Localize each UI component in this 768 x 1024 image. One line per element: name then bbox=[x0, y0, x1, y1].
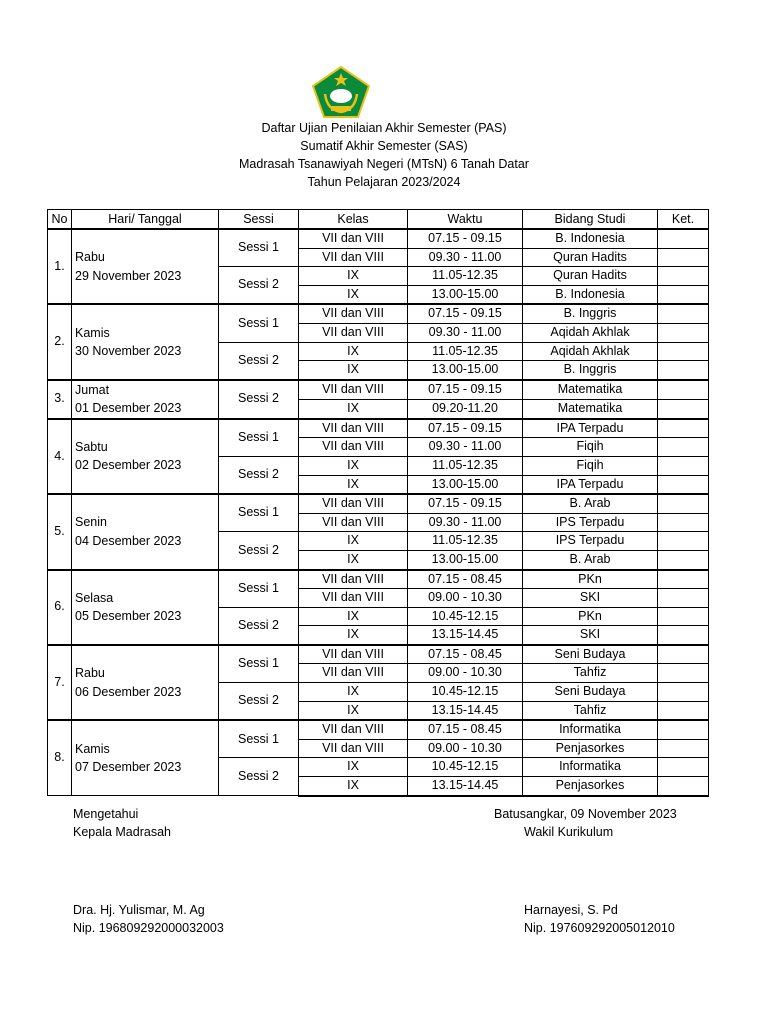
session-label: Sessi 2 bbox=[219, 456, 299, 494]
subject-cell: Seni Budaya bbox=[523, 683, 658, 702]
waktu-cell: 09.30 - 11.00 bbox=[408, 438, 523, 457]
subject-cell: B. Arab bbox=[523, 494, 658, 513]
subject-cell: B. Indonesia bbox=[523, 229, 658, 248]
subject-cell: IPS Terpadu bbox=[523, 532, 658, 551]
row-number: 2. bbox=[48, 304, 72, 379]
waktu-cell: 09.00 - 10.30 bbox=[408, 589, 523, 608]
ket-cell bbox=[658, 626, 709, 645]
row-number: 7. bbox=[48, 645, 72, 720]
kelas-cell: VII dan VIII bbox=[299, 304, 408, 323]
exam-date: 06 Desember 2023 bbox=[75, 684, 182, 699]
ket-cell bbox=[658, 758, 709, 777]
session-label: Sessi 1 bbox=[219, 645, 299, 683]
exam-date: 30 November 2023 bbox=[75, 344, 182, 359]
kelas-cell: VII dan VIII bbox=[299, 380, 408, 400]
kelas-cell: IX bbox=[299, 777, 408, 796]
exam-date: 07 Desember 2023 bbox=[75, 760, 182, 775]
waktu-cell: 07.15 - 08.45 bbox=[408, 720, 523, 739]
waktu-cell: 09.30 - 11.00 bbox=[408, 513, 523, 532]
header-line-1: Daftar Ujian Penilaian Akhir Semester (PAS) bbox=[261, 121, 507, 135]
subject-cell: PKn bbox=[523, 607, 658, 626]
ket-cell bbox=[658, 645, 709, 664]
waktu-cell: 13.00-15.00 bbox=[408, 475, 523, 494]
kelas-cell: VII dan VIII bbox=[299, 513, 408, 532]
subject-cell: IPA Terpadu bbox=[523, 475, 658, 494]
kelas-cell: IX bbox=[299, 607, 408, 626]
subject-cell: Aqidah Akhlak bbox=[523, 342, 658, 361]
sig-right-nip: Nip. 197609292005012010 bbox=[524, 921, 675, 935]
table-body bbox=[48, 229, 709, 796]
ket-cell bbox=[658, 532, 709, 551]
table-row bbox=[48, 380, 709, 400]
table-header-row bbox=[48, 210, 709, 230]
day-date-cell bbox=[72, 494, 219, 569]
column-header: Waktu bbox=[408, 210, 523, 230]
emblem-ribbon bbox=[331, 106, 351, 111]
kelas-cell: VII dan VIII bbox=[299, 589, 408, 608]
session-label: Sessi 1 bbox=[219, 570, 299, 608]
ket-cell bbox=[658, 494, 709, 513]
day-date-cell bbox=[72, 419, 219, 494]
subject-cell: Tahfiz bbox=[523, 664, 658, 683]
waktu-cell: 09.30 - 11.00 bbox=[408, 323, 523, 342]
ket-cell bbox=[658, 589, 709, 608]
subject-cell: Penjasorkes bbox=[523, 739, 658, 758]
day-date-cell bbox=[72, 304, 219, 379]
subject-cell: B. Indonesia bbox=[523, 285, 658, 304]
subject-cell: Matematika bbox=[523, 399, 658, 419]
waktu-cell: 10.45-12.15 bbox=[408, 683, 523, 702]
ket-cell bbox=[658, 438, 709, 457]
day-name: Senin bbox=[75, 515, 107, 530]
kelas-cell: VII dan VIII bbox=[299, 720, 408, 739]
waktu-cell: 13.00-15.00 bbox=[408, 550, 523, 569]
subject-cell: Aqidah Akhlak bbox=[523, 323, 658, 342]
header-line-4: Tahun Pelajaran 2023/2024 bbox=[307, 175, 461, 189]
column-header: Ket. bbox=[658, 210, 709, 230]
sig-right-line1: Batusangkar, 09 November 2023 bbox=[494, 807, 677, 821]
sig-left-name: Dra. Hj. Yulismar, M. Ag bbox=[73, 903, 205, 917]
kelas-cell: IX bbox=[299, 683, 408, 702]
waktu-cell: 13.15-14.45 bbox=[408, 626, 523, 645]
session-label: Sessi 1 bbox=[219, 304, 299, 342]
kelas-cell: IX bbox=[299, 342, 408, 361]
ket-cell bbox=[658, 323, 709, 342]
subject-cell: B. Inggris bbox=[523, 304, 658, 323]
day-name: Rabu bbox=[75, 666, 105, 681]
column-header: Bidang Studi bbox=[523, 210, 658, 230]
subject-cell: Seni Budaya bbox=[523, 645, 658, 664]
table-row bbox=[48, 419, 709, 438]
subject-cell: B. Arab bbox=[523, 550, 658, 569]
row-number: 5. bbox=[48, 494, 72, 569]
kelas-cell: IX bbox=[299, 532, 408, 551]
ket-cell bbox=[658, 248, 709, 267]
waktu-cell: 13.00-15.00 bbox=[408, 285, 523, 304]
day-name: Jumat bbox=[75, 382, 110, 397]
ket-cell bbox=[658, 419, 709, 438]
subject-cell: Tahfiz bbox=[523, 701, 658, 720]
day-date-cell bbox=[72, 229, 219, 304]
header-line-3: Madrasah Tsanawiyah Negeri (MTsN) 6 Tanah Datar bbox=[239, 157, 529, 171]
day-name: Rabu bbox=[75, 250, 105, 265]
ket-cell bbox=[658, 513, 709, 532]
kelas-cell: VII dan VIII bbox=[299, 645, 408, 664]
session-label: Sessi 2 bbox=[219, 267, 299, 305]
day-name: Kamis bbox=[75, 741, 110, 756]
waktu-cell: 09.00 - 10.30 bbox=[408, 739, 523, 758]
subject-cell: Informatika bbox=[523, 758, 658, 777]
day-name: Sabtu bbox=[75, 439, 108, 454]
exam-date: 05 Desember 2023 bbox=[75, 609, 182, 624]
kelas-cell: VII dan VIII bbox=[299, 419, 408, 438]
kelas-cell: VII dan VIII bbox=[299, 494, 408, 513]
sig-left-line2: Kepala Madrasah bbox=[73, 825, 171, 839]
day-date-cell bbox=[72, 380, 219, 419]
sig-left-nip: Nip. 196809292000032003 bbox=[73, 921, 224, 935]
ket-cell bbox=[658, 399, 709, 419]
waktu-cell: 11.05-12.35 bbox=[408, 532, 523, 551]
ket-cell bbox=[658, 777, 709, 796]
kelas-cell: IX bbox=[299, 701, 408, 720]
ket-cell bbox=[658, 664, 709, 683]
kelas-cell: IX bbox=[299, 758, 408, 777]
ket-cell bbox=[658, 456, 709, 475]
kelas-cell: IX bbox=[299, 626, 408, 645]
subject-cell: IPA Terpadu bbox=[523, 419, 658, 438]
waktu-cell: 11.05-12.35 bbox=[408, 342, 523, 361]
subject-cell: Informatika bbox=[523, 720, 658, 739]
column-header: Sessi bbox=[219, 210, 299, 230]
subject-cell: PKn bbox=[523, 570, 658, 589]
kelas-cell: VII dan VIII bbox=[299, 739, 408, 758]
waktu-cell: 11.05-12.35 bbox=[408, 267, 523, 286]
subject-cell: Fiqih bbox=[523, 438, 658, 457]
exam-date: 02 Desember 2023 bbox=[75, 458, 182, 473]
sig-right-name: Harnayesi, S. Pd bbox=[524, 903, 618, 917]
row-number: 8. bbox=[48, 720, 72, 795]
kelas-cell: IX bbox=[299, 475, 408, 494]
ket-cell bbox=[658, 607, 709, 626]
waktu-cell: 13.15-14.45 bbox=[408, 777, 523, 796]
ket-cell bbox=[658, 475, 709, 494]
session-label: Sessi 2 bbox=[219, 683, 299, 721]
kelas-cell: IX bbox=[299, 285, 408, 304]
row-number: 4. bbox=[48, 419, 72, 494]
kelas-cell: VII dan VIII bbox=[299, 570, 408, 589]
exam-schedule-table bbox=[47, 209, 709, 797]
column-header: Hari/ Tanggal bbox=[72, 210, 219, 230]
subject-cell: IPS Terpadu bbox=[523, 513, 658, 532]
ket-cell bbox=[658, 380, 709, 400]
ket-cell bbox=[658, 342, 709, 361]
waktu-cell: 07.15 - 09.15 bbox=[408, 229, 523, 248]
emblem-book bbox=[330, 89, 352, 103]
session-label: Sessi 1 bbox=[219, 494, 299, 532]
subject-cell: Quran Hadits bbox=[523, 248, 658, 267]
kelas-cell: IX bbox=[299, 267, 408, 286]
subject-cell: B. Inggris bbox=[523, 361, 658, 380]
waktu-cell: 10.45-12.15 bbox=[408, 607, 523, 626]
waktu-cell: 09.00 - 10.30 bbox=[408, 664, 523, 683]
session-label: Sessi 2 bbox=[219, 380, 299, 419]
ket-cell bbox=[658, 229, 709, 248]
day-name: Selasa bbox=[75, 590, 114, 605]
session-label: Sessi 1 bbox=[219, 419, 299, 457]
waktu-cell: 07.15 - 08.45 bbox=[408, 570, 523, 589]
kelas-cell: VII dan VIII bbox=[299, 229, 408, 248]
day-date-cell bbox=[72, 570, 219, 645]
subject-cell: Matematika bbox=[523, 380, 658, 400]
ket-cell bbox=[658, 267, 709, 286]
table-row bbox=[48, 229, 709, 248]
table-row bbox=[48, 645, 709, 664]
subject-cell: Fiqih bbox=[523, 456, 658, 475]
waktu-cell: 09.20-11.20 bbox=[408, 399, 523, 419]
row-number: 3. bbox=[48, 380, 72, 419]
subject-cell: Penjasorkes bbox=[523, 777, 658, 796]
kelas-cell: IX bbox=[299, 361, 408, 380]
kelas-cell: VII dan VIII bbox=[299, 438, 408, 457]
waktu-cell: 07.15 - 09.15 bbox=[408, 419, 523, 438]
exam-date: 29 November 2023 bbox=[75, 268, 182, 283]
row-number: 6. bbox=[48, 570, 72, 645]
waktu-cell: 13.15-14.45 bbox=[408, 701, 523, 720]
kelas-cell: VII dan VIII bbox=[299, 248, 408, 267]
kelas-cell: IX bbox=[299, 399, 408, 419]
kelas-cell: IX bbox=[299, 550, 408, 569]
ket-cell bbox=[658, 361, 709, 380]
waktu-cell: 11.05-12.35 bbox=[408, 456, 523, 475]
waktu-cell: 07.15 - 09.15 bbox=[408, 494, 523, 513]
waktu-cell: 13.00-15.00 bbox=[408, 361, 523, 380]
kemenag-emblem bbox=[311, 66, 371, 118]
day-name: Kamis bbox=[75, 325, 110, 340]
waktu-cell: 09.30 - 11.00 bbox=[408, 248, 523, 267]
column-header: No bbox=[48, 210, 72, 230]
subject-cell: SKI bbox=[523, 589, 658, 608]
ket-cell bbox=[658, 285, 709, 304]
ket-cell bbox=[658, 739, 709, 758]
subject-cell: Quran Hadits bbox=[523, 267, 658, 286]
session-label: Sessi 2 bbox=[219, 532, 299, 570]
sig-left-line1: Mengetahui bbox=[73, 807, 139, 821]
exam-date: 04 Desember 2023 bbox=[75, 533, 182, 548]
ket-cell bbox=[658, 720, 709, 739]
waktu-cell: 07.15 - 09.15 bbox=[408, 380, 523, 400]
ket-cell bbox=[658, 570, 709, 589]
day-date-cell bbox=[72, 720, 219, 795]
ket-cell bbox=[658, 701, 709, 720]
session-label: Sessi 2 bbox=[219, 342, 299, 380]
session-label: Sessi 2 bbox=[219, 607, 299, 645]
kelas-cell: VII dan VIII bbox=[299, 323, 408, 342]
kelas-cell: IX bbox=[299, 456, 408, 475]
table-row bbox=[48, 304, 709, 323]
sig-right-line2: Wakil Kurikulum bbox=[524, 825, 614, 839]
waktu-cell: 07.15 - 09.15 bbox=[408, 304, 523, 323]
waktu-cell: 10.45-12.15 bbox=[408, 758, 523, 777]
session-label: Sessi 1 bbox=[219, 229, 299, 267]
ket-cell bbox=[658, 550, 709, 569]
day-date-cell bbox=[72, 645, 219, 720]
subject-cell: SKI bbox=[523, 626, 658, 645]
ket-cell bbox=[658, 304, 709, 323]
table-row bbox=[48, 570, 709, 589]
ket-cell bbox=[658, 683, 709, 702]
kelas-cell: VII dan VIII bbox=[299, 664, 408, 683]
row-number: 1. bbox=[48, 229, 72, 304]
header-line-2: Sumatif Akhir Semester (SAS) bbox=[300, 139, 468, 153]
exam-date: 01 Desember 2023 bbox=[75, 401, 182, 416]
waktu-cell: 07.15 - 08.45 bbox=[408, 645, 523, 664]
table-row bbox=[48, 720, 709, 739]
column-header: Kelas bbox=[299, 210, 408, 230]
session-label: Sessi 2 bbox=[219, 758, 299, 796]
session-label: Sessi 1 bbox=[219, 720, 299, 758]
table-row bbox=[48, 494, 709, 513]
